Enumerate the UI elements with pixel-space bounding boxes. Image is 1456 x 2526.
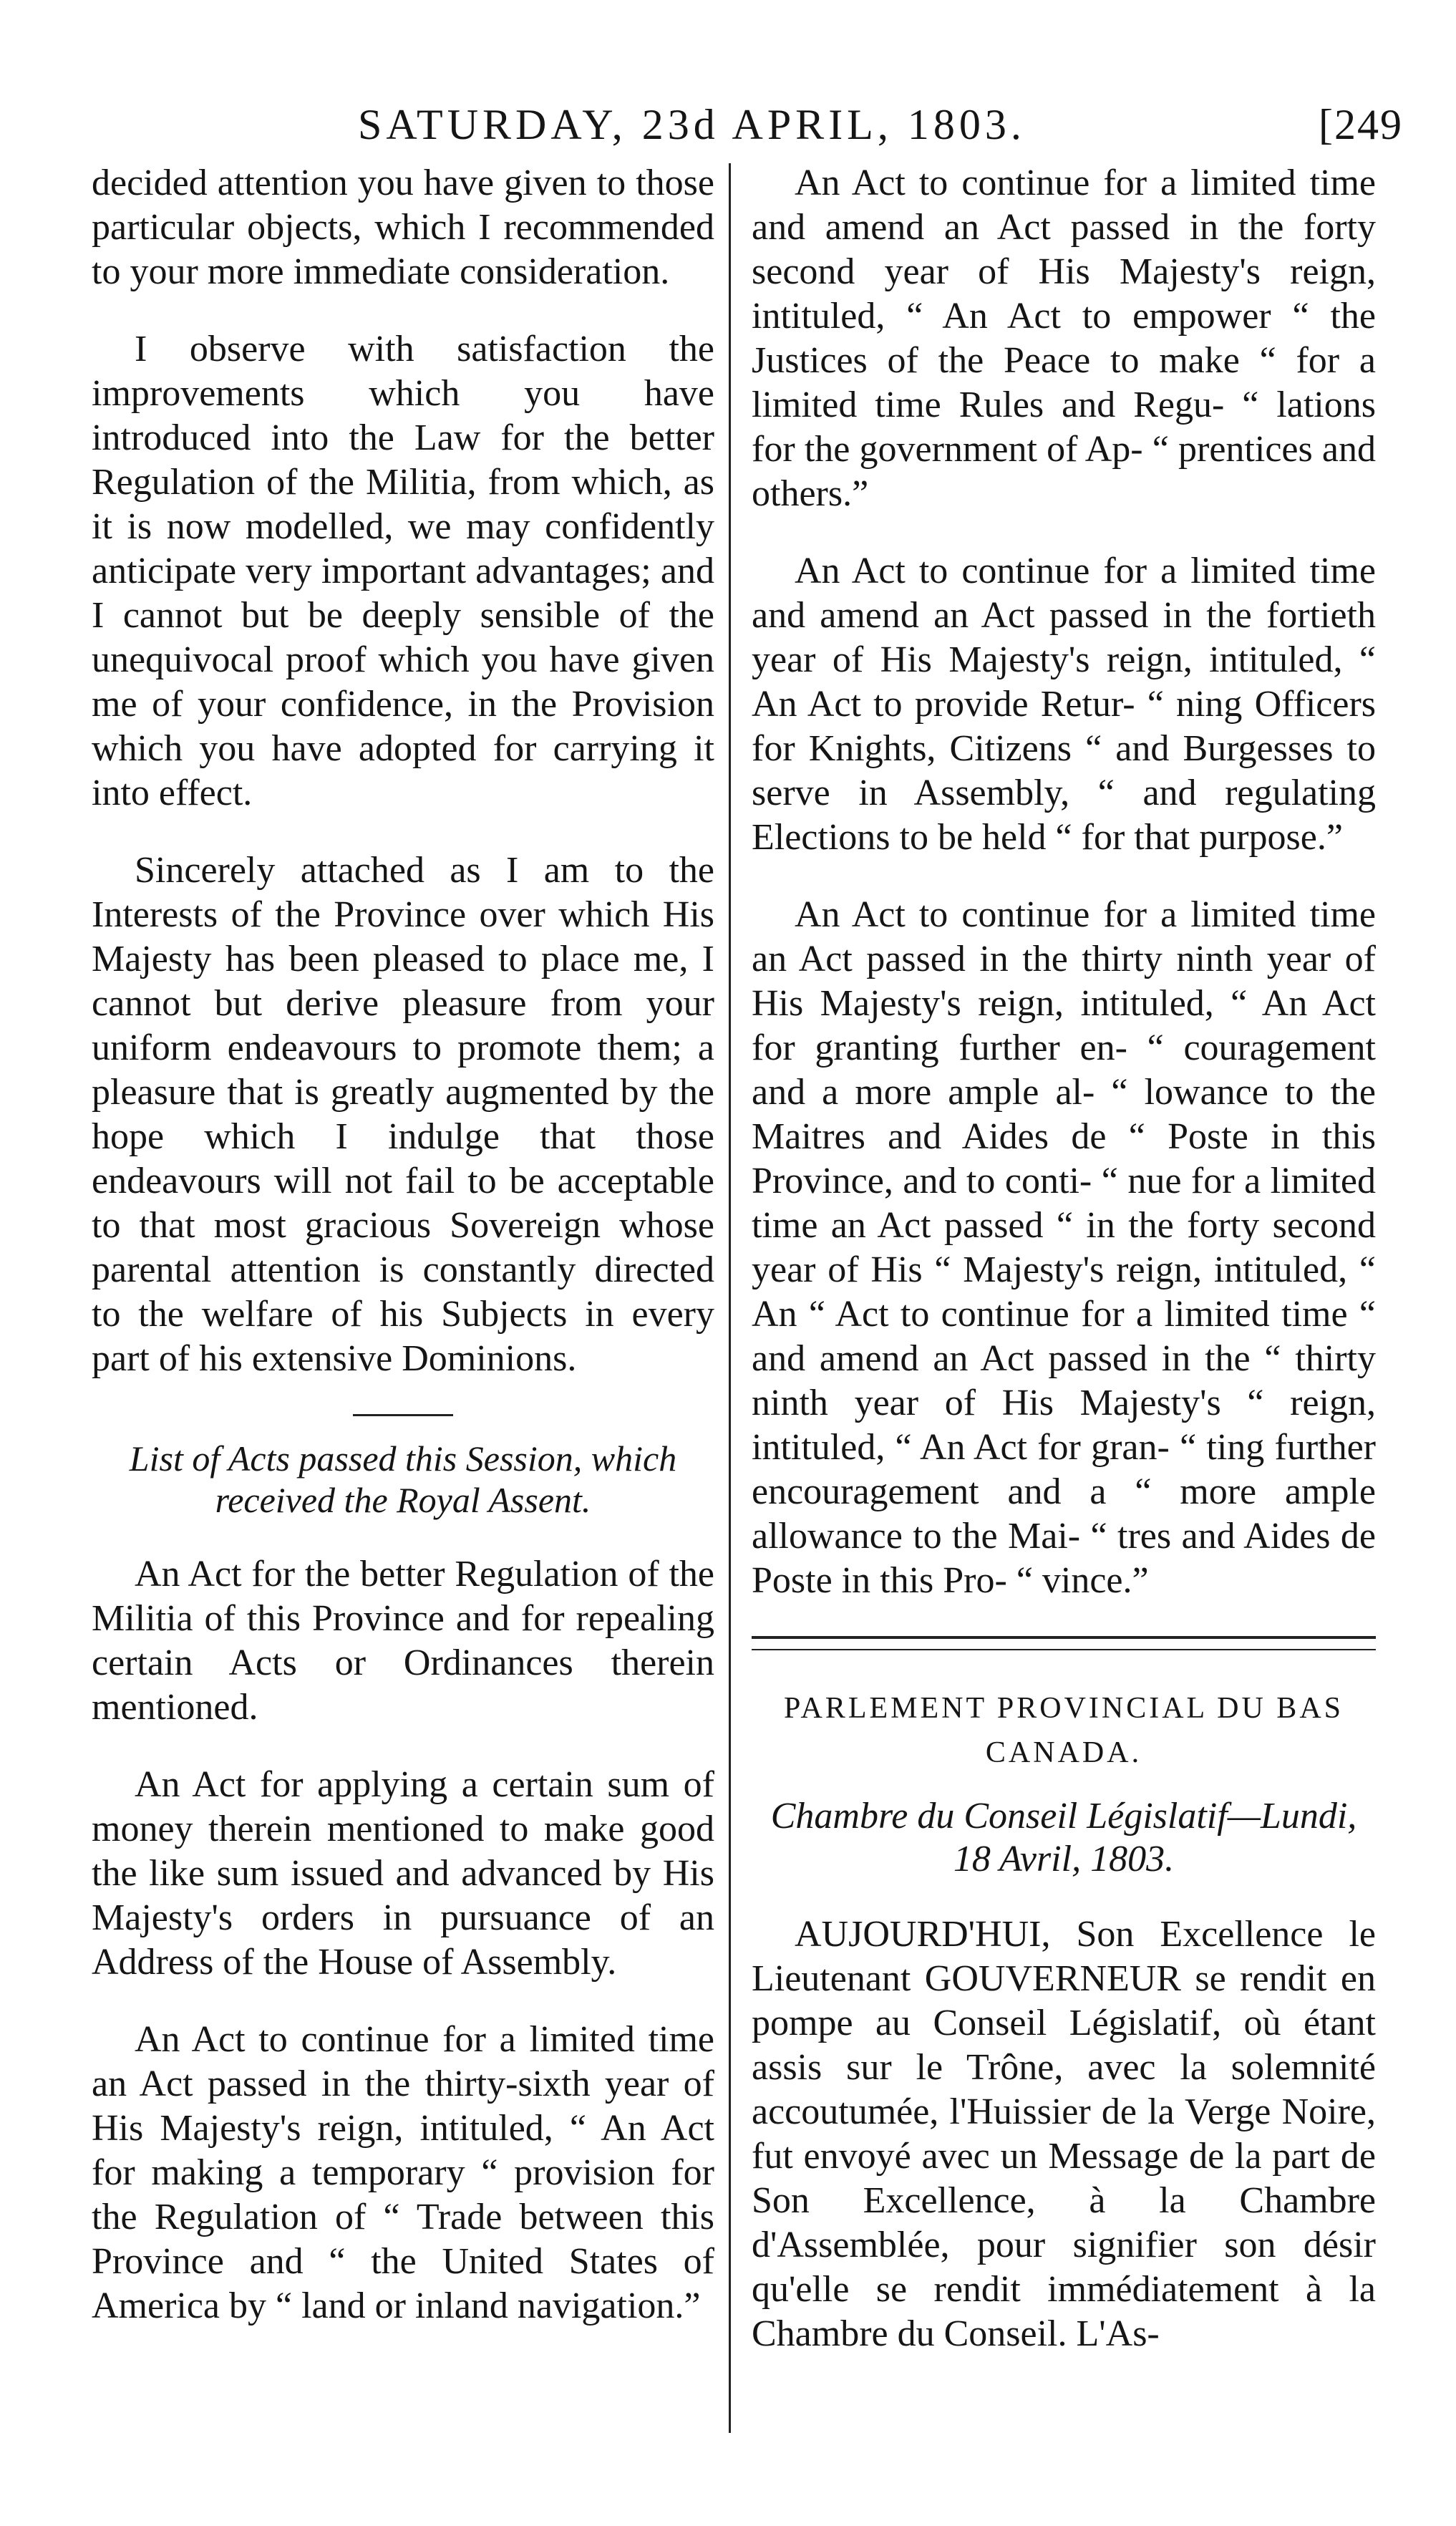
act-entry: An Act for applying a certain sum of money therein mentioned to make good the like sum issued and advanced by His Majesty's orders in pursuance of an Address of the House of Assembly. (92, 1764, 714, 1983)
right-column (752, 161, 1376, 2389)
french-section-subheading: Chambre du Conseil Législatif—Lundi, 18 Avril, 1803. (770, 1796, 1357, 1879)
page-number: [249 (1319, 101, 1403, 148)
act-entry: An Act to continue for a limited time an Act passed in the thirty ninth year of His Majesty's reign, intituled, “ An Act for granting further en- “ couragement and a more ample al- “ lowance to the Maitres and Aides de “ Poste in this Province, and to conti- “ nue for a limited time an Act passed “ in the forty second year of His “ Majesty's reign, intituled, “ An “ Act to continue for a limited time “ and amend an Act passed in the “ thirty ninth year of His Majesty's “ reign, intituled, “ An Act for gran- “ ting further encouragement and a “ more ample allowance to the Mai- “ tres and Aides de Poste in this Pro- “ vince.” (752, 894, 1376, 1601)
section-double-rule (752, 1636, 1376, 1650)
left-column (92, 161, 714, 2361)
french-paragraph: AUJOURD'HUI, Son Excellence le Lieutenant GOUVERNEUR se rendit en pompe au Conseil Législatif, où étant assis sur le Trône, avec la solemnité accoutumée, l'Huissier de la Verge Noire, fut envoyé avec un Message de la part de Son Excellence, à la Chambre d'Assemblée, pour signifier son désir qu'elle se rendit immédiatement à la Chambre du Conseil. L'As- (752, 1914, 1376, 2354)
column-divider (729, 163, 731, 2433)
speech-paragraph: Sincerely attached as I am to the Interests of the Province over which His Majesty has been pleased to place me, I cannot but derive pleasure from your uniform endeavours to promote them; a pleasure that is greatly augmented by the hope which I indulge that those endeavours will not fail to be acceptable to that most gracious Sovereign whose parental attention is constantly directed to the welfare of his Subjects in every part of his extensive Dominions. (92, 850, 714, 1379)
speech-paragraph: decided attention you have given to those particular objects, which I recommended to your more immediate consideration. (92, 163, 714, 292)
act-entry: An Act for the better Regulation of the Militia of this Province and for repealing certain Acts or Ordinances therein mentioned. (92, 1554, 714, 1728)
act-entry: An Act to continue for a limited time an Act passed in the thirty-sixth year of His Majesty's reign, intituled, “ An Act for making a temporary “ provision for the Regulation of “ Trade between this Province and “ the United States of America by “ land or inland navigation.” (92, 2019, 714, 2326)
acts-list-heading: List of Acts passed this Session, which received the Royal Assent. (129, 1438, 677, 1520)
french-section-heading: PARLEMENT PROVINCIAL DU BAS CANADA. (783, 1692, 1344, 1769)
page-title: SATURDAY, 23d APRIL, 1803. (358, 101, 1026, 148)
running-head (358, 100, 1403, 165)
speech-paragraph: I observe with satisfaction the improvements which you have introduced into the Law for the better Regulation of the Militia, from which, as it is now modelled, we may confidently anticipate very important advantages; and I cannot but be deeply sensible of the unequivocal proof which you have given me of your confidence, in the Provision which you have adopted for carrying it into effect. (92, 329, 714, 813)
act-entry: An Act to continue for a limited time and amend an Act passed in the fortieth year of His Majesty's reign, intituled, “ An Act to provide Retur- “ ning Officers for Knights, Citizens “ and Burgesses to serve in Assembly, “ and regulating Elections to be held “ for that purpose.” (752, 551, 1376, 858)
act-entry: An Act to continue for a limited time and amend an Act passed in the forty second year of His Majesty's reign, intituled, “ An Act to empower “ the Justices of the Peace to make “ for a limited time Rules and Regu- “ lations for the government of Ap- “ prentices and others.” (752, 163, 1376, 514)
section-divider (353, 1414, 453, 1416)
